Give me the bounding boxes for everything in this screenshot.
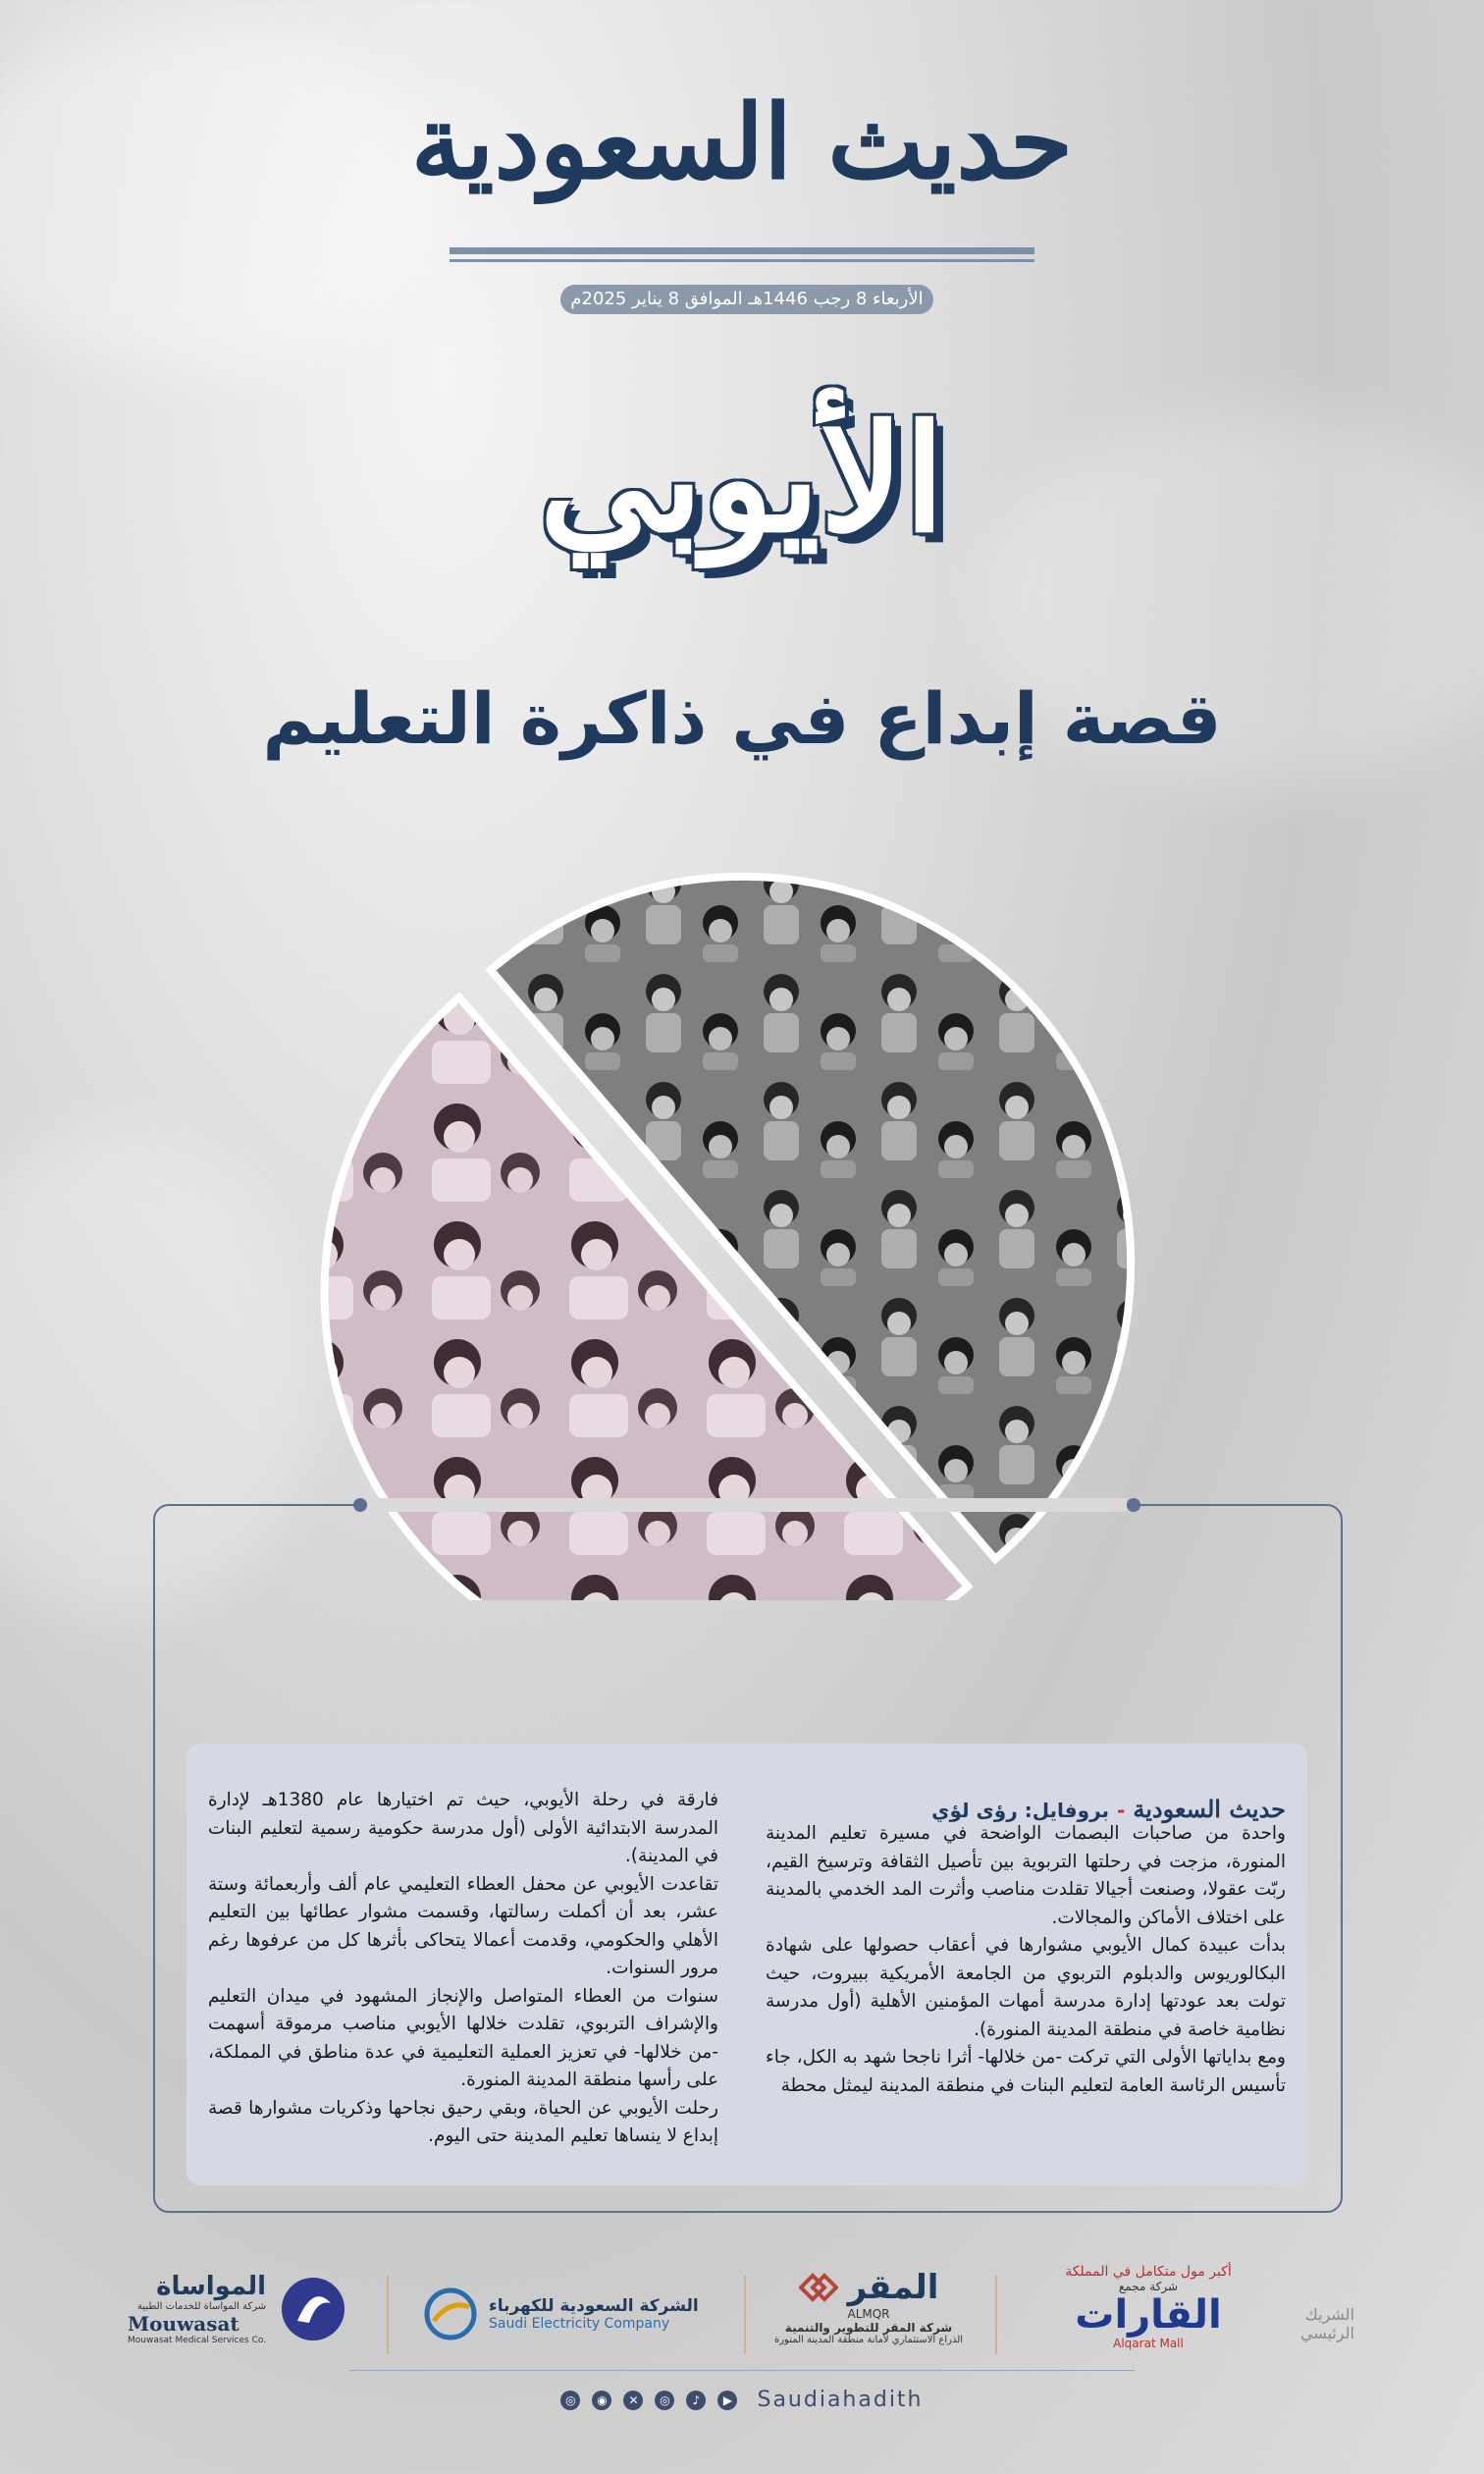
paragraph: سنوات من العطاء المتواصل والإنجاز المشهود في ميدان التعليم والإشراف التربوي، تقلدت خلالها الأيوبي مناصب مرموقة أسهمت -من خلالها- في تعزيز العملية التعليمية في عدة مناطق في المملكة، على رأسها منطقة المدينة المنورة. [208, 1985, 718, 2090]
masthead-rule-bottom [450, 259, 1034, 262]
paragraph: بدأت عبيدة كمال الأيوبي مشوارها في أعقاب حصولها على شهادة البكالوريوس والدبلوم التربوي من الجامعة الأمريكية ببيروت، حيث تولت بعد عودتها إدارة مدرسة أمهات المؤمنين الأهلية (أول مدرسة نظامية خاصة في منطقة المدينة المنورة). [766, 1935, 1286, 2040]
byline-brand: حديث السعودية [1133, 1795, 1286, 1823]
sponsor-almaqar [756, 2264, 981, 2366]
sponsor-mouwasat [128, 2264, 373, 2366]
frame-dot-left [353, 1498, 367, 1512]
mouwasat-en-sub: Mouwasat Medical Services Co. [128, 2336, 267, 2345]
qarat-sub: شركة مجمع [1118, 2280, 1179, 2293]
youtube-icon[interactable]: ▶ [717, 2391, 737, 2410]
article-right-text [766, 1820, 1286, 2100]
almaqar-sub: الذراع الاستثماري لأمانة منطقة المدينة المنورة [773, 2335, 964, 2345]
headline: الأيوبي [539, 393, 945, 565]
mouwasat-sub: شركة المواساة للخدمات الطبية [137, 2301, 267, 2312]
mouwasat-logo-icon [278, 2274, 348, 2344]
paragraph: فارقة في رحلة الأيوبي، حيث تم اختيارها عام 1380هـ لإدارة المدرسة الابتدائية الأولى (أول مدرسة حكومية رسمية لتعليم البنات في المدينة). [208, 1790, 719, 1866]
almaqar-logo-icon [799, 2270, 838, 2305]
subheadline: قصة إبداع في ذاكرة التعليم [262, 677, 1222, 760]
masthead [0, 79, 1484, 206]
sec-logo-icon [422, 2286, 479, 2342]
mouwasat-en: Mouwasat [128, 2312, 239, 2336]
frame-gap [367, 1498, 1127, 1512]
sponsor-divider [387, 2276, 389, 2354]
x-icon[interactable]: ✕ [623, 2391, 643, 2410]
article-column-left [208, 1744, 718, 2151]
sponsor-sec [422, 2264, 736, 2366]
sponsor-divider [995, 2276, 997, 2354]
photo-circle [281, 854, 1203, 1600]
paragraph: واحدة من صاحبات البصمات الواضحة في مسيرة تعليم المدينة المنورة، مزجت في رحلتها التربوية بين تأصيل الثقافة وترسيخ القيم، ربّت عقولا، وصنعت أجيالا تقلدت مناصب وأثرت المد الخدمي بالمدينة على اختلاف الأماكن والمجالات. [766, 1823, 1286, 1928]
sec-en: Saudi Electricity Company [489, 2316, 670, 2332]
sponsors-bar [128, 2264, 1354, 2366]
tiktok-icon[interactable]: ♪ [686, 2391, 706, 2410]
byline-author: بروفايل: رؤى لؤي [931, 1799, 1110, 1822]
qarat-name: القارات [1075, 2292, 1222, 2338]
paragraph: ومع بداياتها الأولى التي تركت -من خلالها- أثرا ناجحا شهد به الكل، جاء تأسيس الرئاسة العامة لتعليم البنات في منطقة المدينة ليمثل محطة [766, 2047, 1286, 2096]
social-handle[interactable]: Saudiahadith [757, 2388, 924, 2412]
mouwasat-ar: المواساة [156, 2272, 267, 2301]
main-partner-text: الشريك الرئيسي [1299, 2305, 1354, 2342]
date-pill: الأربعاء 8 رجب 1446هـ الموافق 8 يناير 2025م [560, 285, 933, 314]
snapchat-icon[interactable]: ◉ [592, 2391, 611, 2410]
main-partner-label [1256, 2264, 1354, 2366]
classroom-photo [281, 854, 1203, 1600]
paragraph: رحلت الأيوبي عن الحياة، وبقي رحيق نجاحها وذكريات مشوارها قصة إبداع لا ينساها تعليم المدينة حتى اليوم. [208, 2097, 718, 2146]
instagram-icon[interactable]: ◎ [655, 2391, 674, 2410]
globe-icon[interactable]: ◎ [560, 2391, 580, 2410]
byline: حديث السعودية-بروفايل: رؤى لؤي [931, 1795, 1286, 1823]
almaqar-name: المقر [847, 2268, 939, 2307]
frame-dot-right [1127, 1498, 1140, 1512]
sponsor-qarat [1050, 2264, 1246, 2366]
masthead-logo: حديث السعودية [410, 81, 1074, 202]
qarat-tagline: أكبر مول متكامل في المملكة [1065, 2264, 1232, 2280]
almaqar-en: ALMQR [847, 2307, 890, 2321]
qarat-en: Alqarat Mall [1113, 2337, 1184, 2350]
sponsor-divider [744, 2276, 746, 2354]
footer-rule [349, 2370, 1135, 2371]
article-body [186, 1744, 1307, 2185]
masthead-rule-top [450, 247, 1034, 254]
almaqar-desc: شركة المقر للتطوير والتنمية [784, 2321, 953, 2335]
paragraph: تقاعدت الأيوبي عن محفل العطاء التعليمي عام ألف وأربعمائة وستة عشر، بعد أن أكملت رسالتها، وقسمت مشوار عطائها بين التعليم الأهلي والحكومي، وقدمت أعمالا يتحاكى بأثرها كل من عرفوها رغم مرور السنوات. [208, 1873, 718, 1978]
social-bar [0, 2388, 1484, 2412]
sec-ar: الشركة السعودية للكهرباء [489, 2296, 699, 2316]
